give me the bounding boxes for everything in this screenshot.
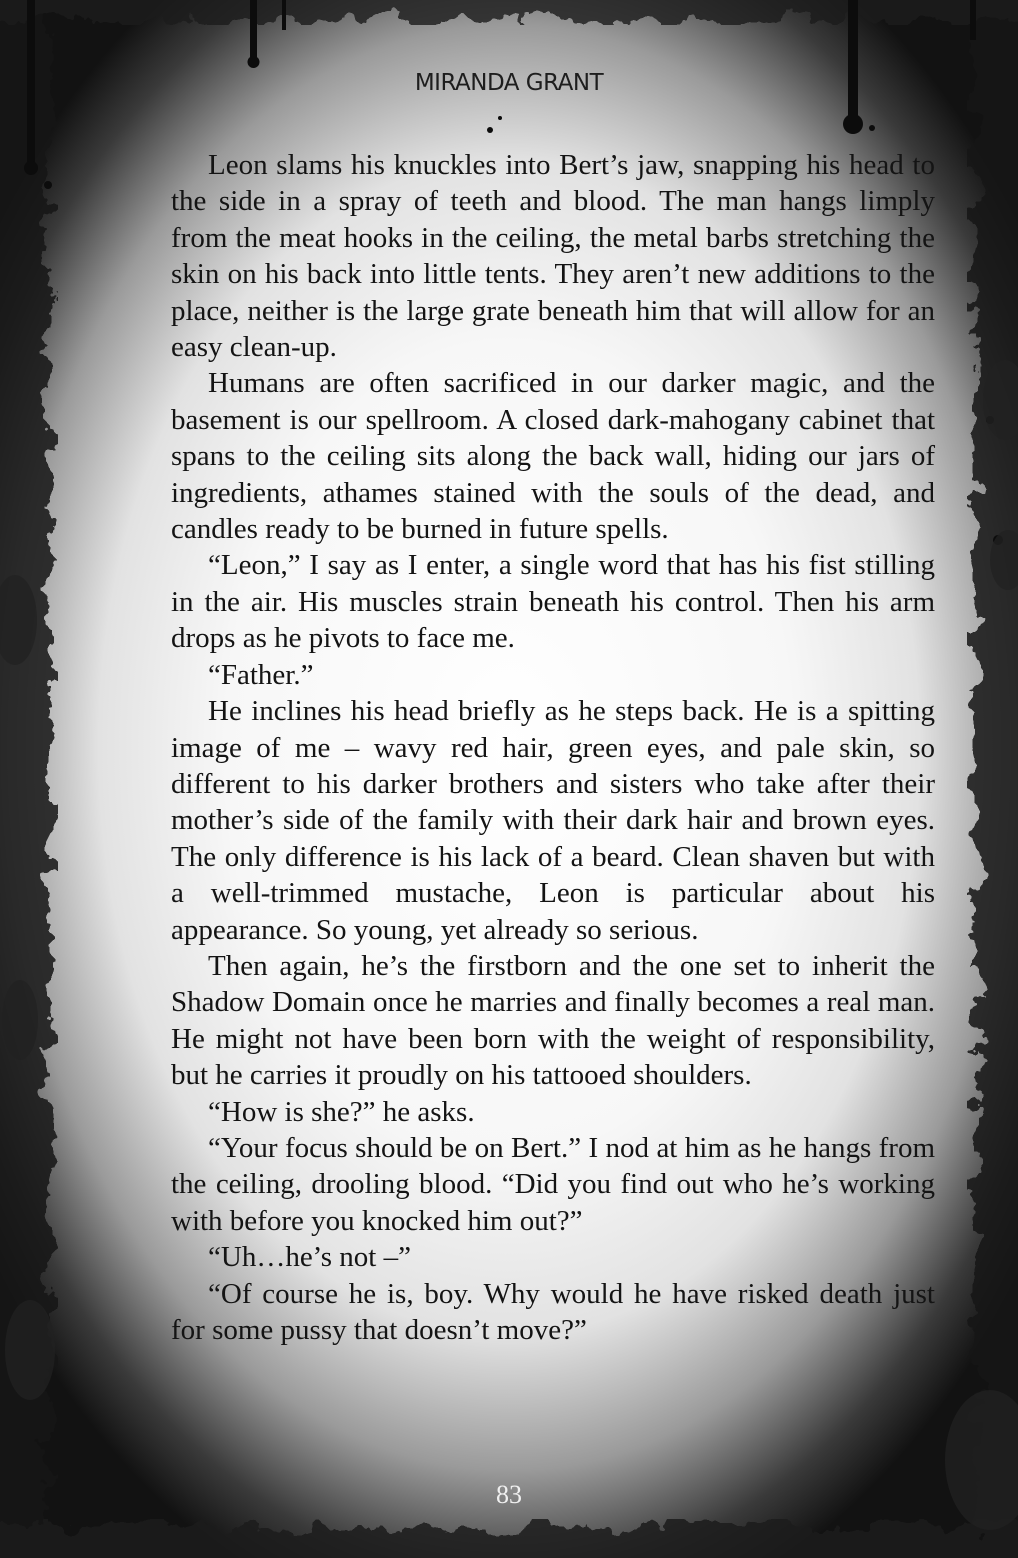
paragraph: “Your focus should be on Bert.” I nod at him as he hangs from the ceiling, drooling blood. “Did you find out who he’s working with before you knocked him out?” bbox=[171, 1131, 935, 1237]
paragraph: “Uh…he’s not –” bbox=[208, 1241, 411, 1274]
paragraph: Leon slams his knuckles into Bert’s jaw, snapping his head to the side in a spray of teeth and blood. The man hangs limply from the meat hooks in the ceiling, the metal barbs stretching the skin on his back into little tents. They aren’t new additions to the place, neither is the large grate beneath him that will allow for an easy clean-up. bbox=[171, 149, 935, 364]
paragraph: Then again, he’s the firstborn and the one set to inherit the Shadow Domain once he marries and finally becomes a real man. He might not have been born with the weight of responsibility, but he carries it proudly on his tattooed shoulders. bbox=[171, 949, 935, 1092]
running-header-author: MIRANDA GRANT bbox=[414, 70, 604, 96]
paragraph: “Father.” bbox=[208, 658, 314, 691]
page-number: 83 bbox=[496, 1480, 522, 1509]
paragraph: “How is she?” he asks. bbox=[208, 1095, 475, 1128]
paragraph: He inclines his head briefly as he steps back. He is a spitting image of me – wavy red hair, green eyes, and pale skin, so different to his darker brothers and sisters who take after their mother’s side of the family with their dark hair and brown eyes. The only difference is his lack of a beard. Clean shaven but with a well-trimmed mustache, Leon is particular about his appearance. So young, yet already so serious. bbox=[171, 695, 935, 946]
paragraph: Humans are often sacrificed in our darker magic, and the basement is our spellroom. A closed dark-mahogany cabinet that spans to the ceiling sits along the back wall, hiding our jars of ingredients, athames stained with the souls of the dead, and candles ready to be burned in future spells. bbox=[171, 367, 935, 546]
paragraph: “Leon,” I say as I enter, a single word that has his fist stilling in the air. His muscles strain beneath his control. Then his arm drops as he pivots to face me. bbox=[171, 549, 935, 655]
body-text bbox=[171, 147, 935, 1348]
paragraph: “Of course he is, boy. Why would he have risked death just for some pussy that doesn’t move?” bbox=[171, 1277, 935, 1346]
